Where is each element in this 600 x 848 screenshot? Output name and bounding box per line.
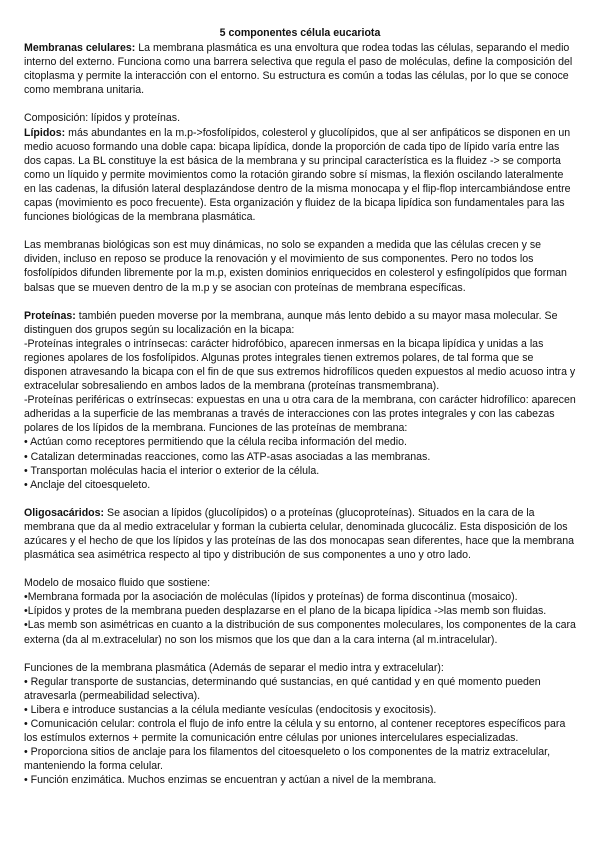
list-item: •Membrana formada por la asociación de moléculas (lípidos y proteínas) de forma discontinua (mosaico). (24, 591, 518, 604)
membranas-heading: Membranas celulares: (24, 42, 136, 55)
list-item: •Las memb son asimétricas en cuanto a la distribución de sus componentes moleculares, los componentes de la cara externa (da al m.extracelular) no son los mismos que los que dan a la cara interna (al m.intracelular). (24, 619, 576, 646)
list-item: • Transportan moléculas hacia el interior o exterior de la célula. (24, 464, 320, 477)
proteinas-text: también pueden moverse por la membrana, aunque más lento debido a su mayor masa molecular. Se distinguen dos grupos según su localización en la bicapa: (24, 309, 558, 336)
list-item: • Proporciona sitios de anclaje para los filamentos del citoesqueleto o los componentes de la matriz extracelular, manteniendo la forma celular. (24, 746, 551, 773)
lipidos-paragraph (24, 126, 576, 225)
lipidos-heading: Lípidos: (24, 126, 66, 139)
page-title: 5 componentes célula eucariota (219, 27, 381, 39)
proteinas-heading: Proteínas: (24, 309, 76, 322)
proteinas-integrales: -Proteínas integrales o intrínsecas: carácter hidrofóbico, aparecen inmersas en la bicapa lipídica y unidas a las regiones apolares de los fosfolípidos. Algunas protes integrales tienen extremos polares, de tal forma que se disponen atravesando la bicapa con el fin de que sus extremos hidrofílicos queden expuestos al medio acuoso intra y extracelular sobresaliendo en ambos lados de la membrana (proteínas transmembrana). (24, 337, 576, 393)
oligosacaridos-paragraph (24, 506, 576, 562)
funciones-list (24, 675, 576, 788)
lipidos-text: más abundantes en la m.p->fosfolípidos, colesterol y glucolípidos, que al ser anfipáticos se disponen en un medio acuoso formando una doble capa: bicapa lipídica, donde la proporción de cada tipo de lípido varía entre las dos capas. La BL constituye la est básica de la membrana y su principal característica es la fluidez -> se comporta como un líquido y permite movimientos como la rotación girando sobre sí mismas, la flexión oscilando lateralmente en las cadenas, la difusión lateral desplazándose dentro de la misma monocapa y el flip-flop intercambiándose entre capas (movimiento es poco frecuente). Esta organización y fluidez de la bicapa lipídica son fundamentales para las funciones biológicas de la membrana plasmática. (24, 126, 571, 224)
mosaico-list (24, 590, 576, 646)
list-item: • Regular transporte de sustancias, determinando qué sustancias, en qué cantidad y en qué momento pueden atravesarla (permeabilidad selectiva). (24, 675, 541, 702)
list-item: • Actúan como receptores permitiendo que la célula reciba información del medio. (24, 436, 407, 449)
dinamicas-paragraph: Las membranas biológicas son est muy dinámicas, no solo se expanden a medida que las células crecen y se dividen, incluso en reposo se produce la renovación y el movimiento de sus componentes. Pero no todos los fosfolípidos difunden libremente por la m.p, existen dominios enriquecidos en colesterol y esfingolípidos que forman balsas que se mueven dentro de la m.p y se asocian con proteínas de membrana específicas. (24, 239, 567, 294)
proteinas-funciones-list (24, 435, 576, 491)
mosaico-intro: Modelo de mosaico fluido que sostiene: (24, 577, 211, 590)
membranas-text: La membrana plasmática es una envoltura que rodea todas las células, separando el medio interno del externo. Funciona como una barrera selectiva que regula el paso de moléculas, define la composición del citoplasma y permite la interacción con el entorno. Su estructura es común a todas las células, por lo que se conoce como membrana unitaria. (24, 42, 573, 97)
list-item: •Lípidos y protes de la membrana pueden desplazarse en el plano de la bicapa lipídica ->las memb son fluidas. (24, 605, 547, 618)
composicion-line: Composición: lípidos y proteínas. (24, 112, 181, 125)
oligosacaridos-heading: Oligosacáridos: (24, 506, 105, 519)
proteinas-paragraph (24, 309, 576, 337)
list-item: • Anclaje del citoesqueleto. (24, 478, 151, 491)
oligosacaridos-text: Se asocian a lípidos (glucolípidos) o a proteínas (glucoproteínas). Situados en la cara de la membrana que da al medio extracelular y forman la cubierta celular, denominada glucocáliz. Esta disposición de los azúcares y el hecho de que los lípidos y las proteínas de las dos monocapas sean diferentes, hace que la membrana plasmática sea asimétrica respecto al tipo y distribución de sus componentes a uno y otro lado. (24, 506, 575, 562)
list-item: • Libera e introduce sustancias a la célula mediante vesículas (endocitosis y exocitosis). (24, 703, 437, 716)
proteinas-perifericas: -Proteínas periféricas o extrínsecas: expuestas en una u otra cara de la membrana, con carácter hidrofílico: aparecen adheridas a la superficie de las membranas a través de interacciones con las protes integrales y con las cabezas polares de los lípidos de la membrana. Funciones de las proteínas de membrana: (24, 394, 576, 435)
list-item: • Función enzimática. Muchos enzimas se encuentran y actúan a nivel de la membrana. (24, 774, 437, 787)
membranas-paragraph (24, 41, 576, 97)
list-item: • Catalizan determinadas reacciones, como las ATP-asas asociadas a las membranas. (24, 450, 431, 463)
funciones-intro: Funciones de la membrana plasmática (Además de separar el medio intra y extracelular): (24, 661, 444, 674)
list-item: • Comunicación celular: controla el flujo de info entre la célula y su entorno, al contener receptores específicos para los estímulos externos + permite la comunicación entre células por uniones intercelulares especializadas. (24, 718, 566, 745)
